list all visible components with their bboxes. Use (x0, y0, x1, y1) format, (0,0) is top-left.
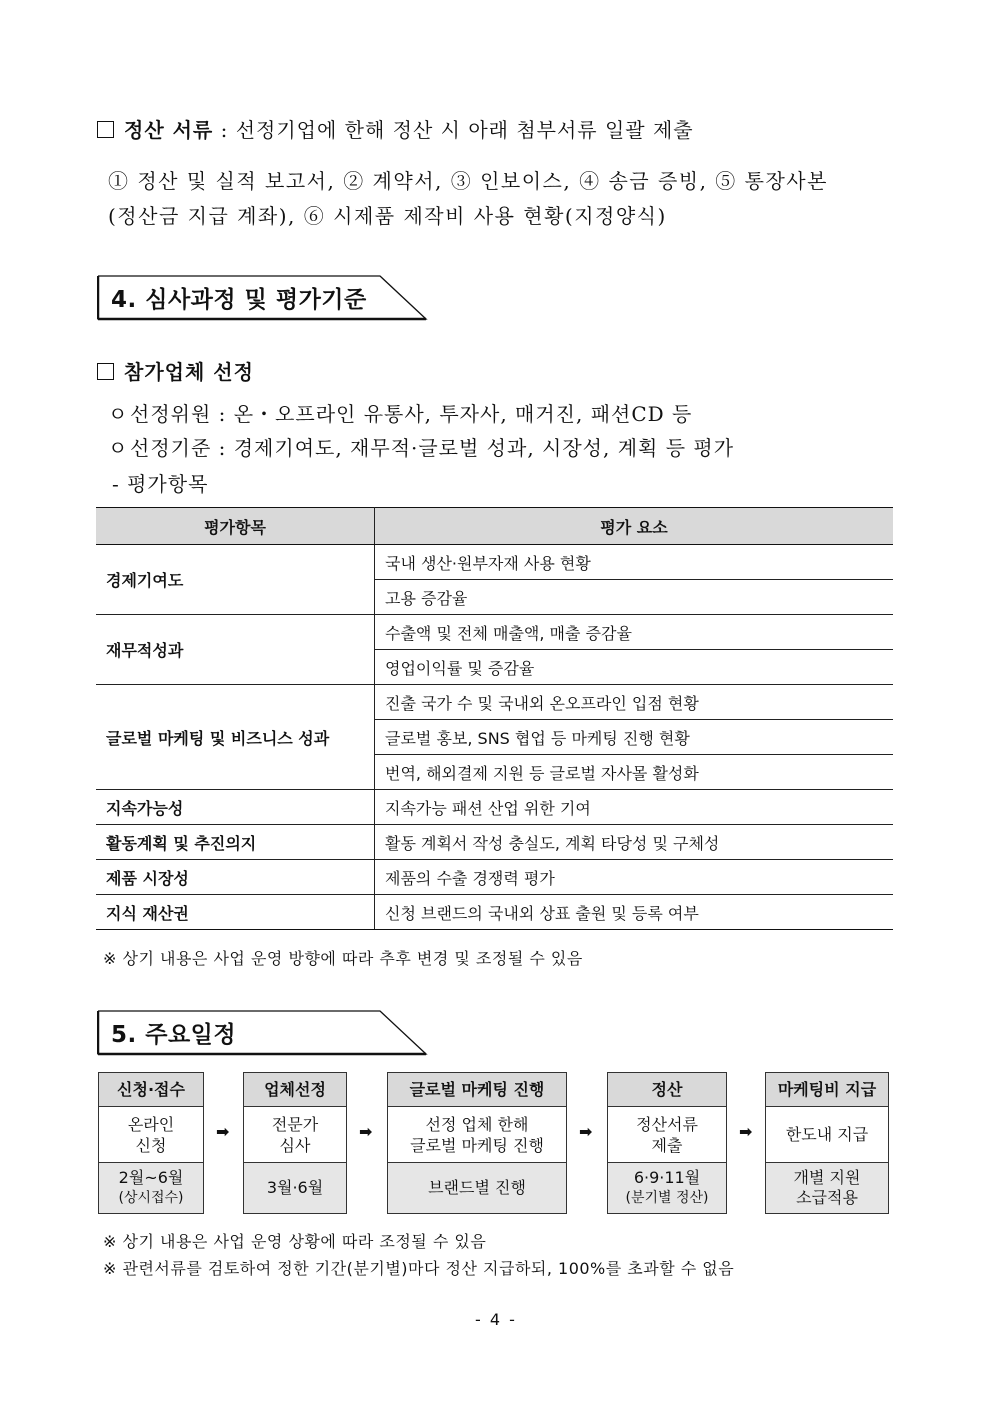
step-desc (244, 1107, 346, 1163)
step-period-line2: (분기별 정산) (625, 1190, 709, 1206)
checkbox-square-icon (97, 363, 114, 380)
category-cell: 제품 시장성 (96, 860, 375, 895)
schedule-note-1: ※ 상기 내용은 사업 운영 상황에 따라 조정될 수 있음 (103, 1232, 487, 1251)
element-cell: 제품의 수출 경쟁력 평가 (375, 860, 894, 895)
settlement-label: 정산 서류 (124, 118, 214, 142)
settlement-docs-line1: ① 정산 및 실적 보고서, ② 계약서, ③ 인보이스, ④ 송금 증빙, ⑤ 통장사본 (108, 169, 828, 193)
schedule-step-settlement (607, 1072, 727, 1214)
section4-title: 4. 심사과정 및 평가기준 (111, 287, 367, 313)
step-desc-line1: 온라인 (127, 1114, 175, 1134)
step-period-line2: (상시접수) (118, 1190, 184, 1206)
bullet-committee (108, 398, 692, 427)
step-title: 업체선정 (244, 1073, 346, 1107)
step-period (388, 1163, 566, 1213)
step-period-line2: 소급적용 (796, 1188, 858, 1207)
category-cell: 글로벌 마케팅 및 비즈니스 성과 (96, 685, 375, 790)
arrow-right-icon: ➡ (739, 1122, 753, 1141)
header-category: 평가항목 (96, 508, 375, 545)
step-period (608, 1163, 726, 1213)
checkbox-square-icon (97, 121, 114, 138)
arrow-right-icon: ➡ (359, 1122, 373, 1141)
element-cell: 지속가능 패션 산업 위한 기여 (375, 790, 894, 825)
category-cell: 지식 재산권 (96, 895, 375, 930)
table-header-row (96, 508, 893, 545)
settlement-docs (108, 164, 868, 234)
bullet-marker: ㅇ (108, 436, 129, 460)
table-row (96, 895, 893, 930)
element-cell: 글로벌 홍보, SNS 협업 등 마케팅 진행 현황 (375, 720, 894, 755)
step-desc-line1: 전문가 (271, 1114, 319, 1134)
step-period-line1: 3월·6월 (266, 1178, 324, 1197)
table-row (96, 790, 893, 825)
page-number: - 4 - (475, 1310, 517, 1329)
step-period-line1: 6·9·11월 (633, 1168, 701, 1187)
step-desc (766, 1107, 888, 1163)
step-period-line1: 개별 지원 (793, 1168, 861, 1187)
step-desc-line2: 심사 (279, 1135, 311, 1155)
evaluation-items-label: - 평가항목 (112, 472, 209, 496)
bullet-criteria-text: 선정기준 : 경제기여도, 재무적·글로벌 성과, 시장성, 계획 등 평가 (130, 436, 735, 460)
step-desc (608, 1107, 726, 1163)
settlement-desc: : 선정기업에 한해 정산 시 아래 첨부서류 일괄 제출 (213, 118, 694, 142)
step-desc-line2: 제출 (651, 1135, 683, 1155)
bullet-committee-text: 선정위원 : 온・오프라인 유통사, 투자사, 매거진, 패션CD 등 (130, 402, 693, 426)
step-title: 정산 (608, 1073, 726, 1107)
bullet-marker: ㅇ (108, 402, 129, 426)
schedule-step-payment (765, 1072, 889, 1214)
table-row (96, 545, 893, 580)
step-title: 마케팅비 지급 (766, 1073, 888, 1107)
schedule-note-2: ※ 관련서류를 검토하여 정한 기간(분기별)마다 정산 지급하되, 100%를 초과할 수 없음 (103, 1259, 735, 1278)
step-period-line1: 2월~6월 (118, 1168, 184, 1187)
table-row (96, 685, 893, 720)
selection-subheading (97, 356, 254, 385)
step-period (244, 1163, 346, 1213)
step-desc-line2: 글로벌 마케팅 진행 (410, 1135, 544, 1155)
step-desc (388, 1107, 566, 1163)
section4-banner (97, 275, 427, 319)
schedule-step-selection (243, 1072, 347, 1214)
category-cell: 재무적성과 (96, 615, 375, 685)
element-cell: 고용 증감율 (375, 580, 894, 615)
step-title: 글로벌 마케팅 진행 (388, 1073, 566, 1107)
step-desc-line1: 정산서류 (636, 1114, 698, 1134)
step-title: 신청·접수 (99, 1073, 203, 1107)
step-period-line1: 브랜드별 진행 (428, 1178, 526, 1197)
schedule-step-application (98, 1072, 204, 1214)
element-cell: 국내 생산·원부자재 사용 현황 (375, 545, 894, 580)
step-period (766, 1163, 888, 1213)
evaluation-note: ※ 상기 내용은 사업 운영 방향에 따라 추후 변경 및 조정될 수 있음 (103, 949, 583, 968)
evaluation-table (96, 507, 893, 930)
step-desc (99, 1107, 203, 1163)
section5-title: 5. 주요일정 (111, 1022, 237, 1048)
table-row (96, 860, 893, 895)
arrow-right-icon: ➡ (579, 1122, 593, 1141)
element-cell: 영업이익률 및 증감율 (375, 650, 894, 685)
element-cell: 진출 국가 수 및 국내외 온오프라인 입점 현황 (375, 685, 894, 720)
table-row (96, 825, 893, 860)
category-cell: 활동계획 및 추진의지 (96, 825, 375, 860)
selection-subheading-text: 참가업체 선정 (124, 360, 254, 384)
category-cell: 경제기여도 (96, 545, 375, 615)
header-elements: 평가 요소 (375, 508, 894, 545)
settlement-docs-line2: (정산금 지급 계좌), ⑥ 시제품 제작비 사용 현황(지정양식) (108, 204, 667, 228)
schedule-step-marketing (387, 1072, 567, 1214)
step-desc-line1: 한도내 지급 (785, 1125, 869, 1144)
arrow-right-icon: ➡ (216, 1122, 230, 1141)
table-row (96, 615, 893, 650)
settlement-heading (97, 114, 694, 143)
section5-banner (97, 1010, 427, 1054)
step-desc-line1: 선정 업체 한해 (425, 1114, 529, 1134)
element-cell: 수출액 및 전체 매출액, 매출 증감율 (375, 615, 894, 650)
step-period (99, 1163, 203, 1213)
step-desc-line2: 신청 (135, 1135, 167, 1155)
category-cell: 지속가능성 (96, 790, 375, 825)
element-cell: 활동 계획서 작성 충실도, 계획 타당성 및 구체성 (375, 825, 894, 860)
element-cell: 신청 브랜드의 국내외 상표 출원 및 등록 여부 (375, 895, 894, 930)
element-cell: 번역, 해외결제 지원 등 글로벌 자사몰 활성화 (375, 755, 894, 790)
bullet-criteria (108, 432, 734, 461)
